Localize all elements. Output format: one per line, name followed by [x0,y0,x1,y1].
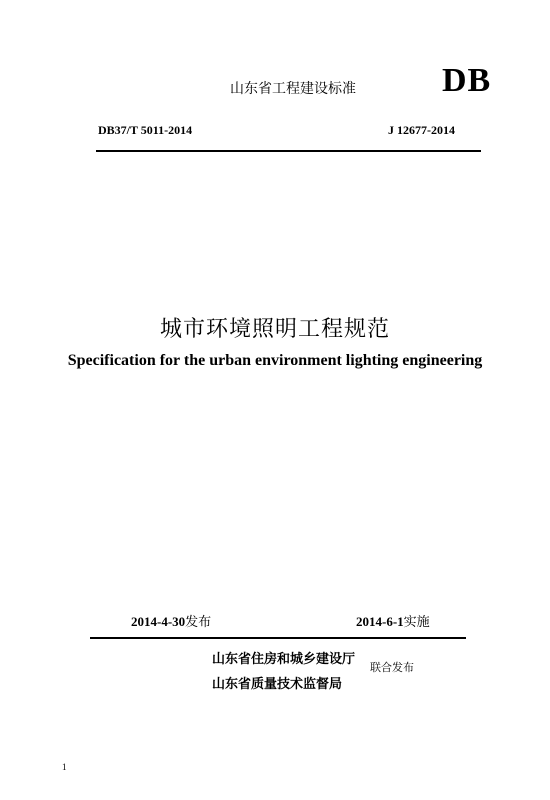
effective-date: 2014-6-1 [356,614,404,629]
page-number: 1 [62,762,67,772]
issue-label: 发布 [185,615,212,630]
issue-date-block [131,611,211,630]
issue-date: 2014-4-30 [131,614,186,629]
effective-label: 实施 [403,615,430,630]
record-number: J 12677-2014 [388,123,455,137]
standard-type-label: 山东省工程建设标准 [230,81,356,97]
document-title-english: Specification for the urban environment lighting engineering [67,352,483,369]
document-title-chinese: 城市环境照明工程规范 [159,317,390,342]
joint-release-label: 联合发布 [370,661,414,674]
effective-date-block [356,611,430,630]
publisher-housing-department: 山东省住房和城乡建设厅 [212,652,356,667]
standard-number: DB37/T 5011-2014 [98,123,193,137]
bottom-divider [90,637,466,639]
publisher-quality-bureau: 山东省质量技术监督局 [212,677,343,692]
db-badge: DB [442,62,492,99]
top-divider [96,150,481,152]
